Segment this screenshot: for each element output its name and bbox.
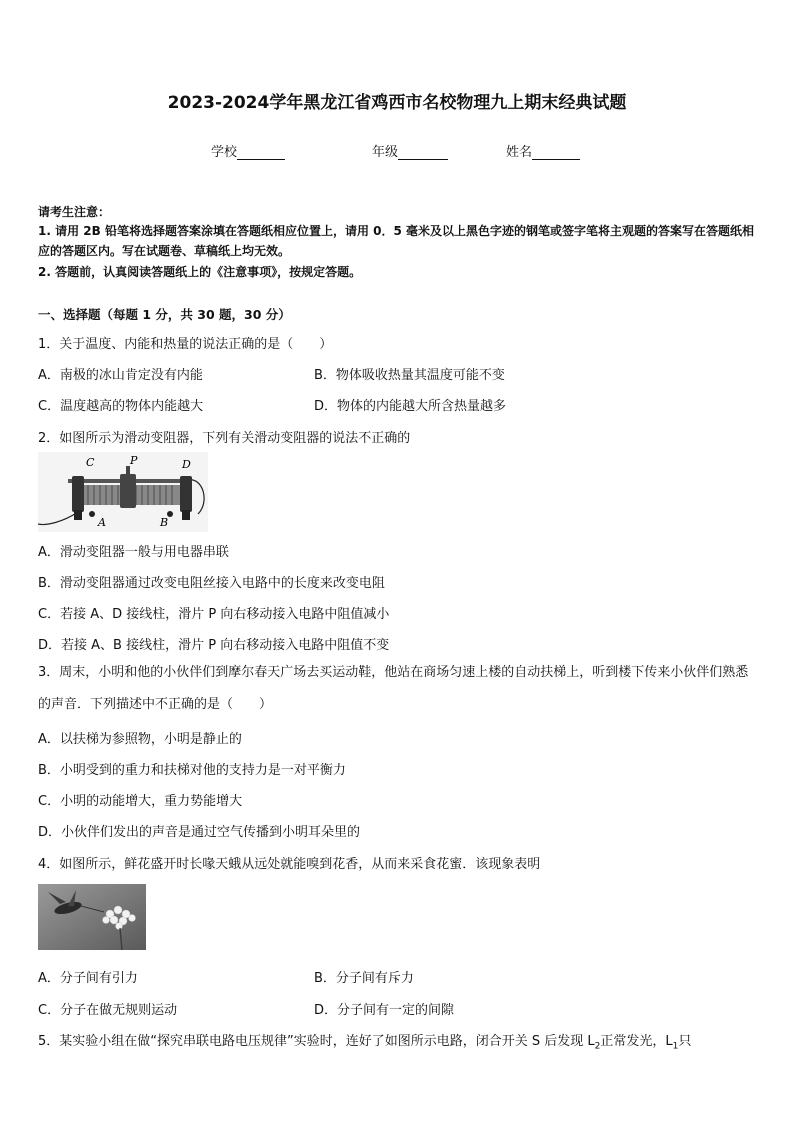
name-label: 姓名 [506, 145, 533, 160]
figure-label-b: B [160, 516, 169, 529]
question-5-sub-2: 2 [594, 1041, 601, 1052]
section-heading: 一、选择题（每题 1 分，共 30 题，30 分） [38, 307, 291, 322]
question-2-option-d[interactable]: D．若接 A、B 接线柱，滑片 P 向右移动接入电路中阻值不变 [38, 638, 390, 653]
question-2-option-c[interactable]: C．若接 A、D 接线柱，滑片 P 向右移动接入电路中阻值减小 [38, 607, 390, 622]
question-1-stem: 1．关于温度、内能和热量的说法正确的是（ ） [38, 337, 333, 352]
school-blank[interactable] [237, 146, 285, 160]
grade-label: 年级 [372, 145, 399, 160]
notice-heading: 请考生注意： [38, 205, 111, 219]
name-blank[interactable] [532, 146, 580, 160]
question-2-option-b[interactable]: B．滑动变阻器通过改变电阻丝接入电路中的长度来改变电阻 [38, 576, 385, 591]
hawkmoth-flower-photo [38, 884, 146, 950]
question-5-sub-1: 1 [672, 1041, 679, 1052]
question-4-option-a[interactable]: A．分子间有引力 [38, 971, 138, 986]
question-3-option-d[interactable]: D．小伙伴们发出的声音是通过空气传播到小明耳朵里的 [38, 825, 361, 840]
question-2-option-a[interactable]: A．滑动变阻器一般与用电器串联 [38, 545, 229, 560]
school-field [211, 141, 285, 160]
figure-label-c: C [86, 456, 95, 469]
figure-label-d: D [182, 458, 191, 471]
question-4-stem: 4．如图所示，鲜花盛开时长喙天蛾从远处就能嗅到花香，从而来采食花蜜．该现象表明 [38, 857, 541, 872]
question-5-stem [38, 1030, 691, 1052]
question-5-stem-part-c: 正常发光，L [600, 1034, 673, 1049]
name-field [506, 141, 580, 160]
question-5-stem-part-e: 只 [678, 1034, 692, 1049]
question-1-option-b[interactable]: B．物体吸收热量其温度可能不变 [314, 368, 505, 383]
notice-item-1: 1. 请用 2B 铅笔将选择题答案涂填在答题纸相应位置上，请用 0．5 毫米及以上黑色字迹的钢笔或签字笔将主观题的答案写在答题纸相应的答题区内。写在试题卷、草稿纸上均无效。 [38, 224, 754, 258]
question-4-option-c[interactable]: C．分子在做无规则运动 [38, 1003, 178, 1018]
question-3-stem: 3．周末，小明和他的小伙伴们到摩尔春天广场去买运动鞋，他站在商场匀速上楼的自动扶梯上，听到楼下传来小伙伴们熟悉的声音．下列描述中不正确的是（ ） [38, 665, 749, 712]
question-2-stem: 2．如图所示为滑动变阻器，下列有关滑动变阻器的说法不正确的 [38, 431, 411, 446]
notice-item-2: 2. 答题前，认真阅读答题纸上的《注意事项》，按规定答题。 [38, 265, 362, 279]
page-title: 2023-2024学年黑龙江省鸡西市名校物理九上期末经典试题 [167, 93, 627, 113]
question-3-option-a[interactable]: A．以扶梯为参照物，小明是静止的 [38, 732, 242, 747]
question-4-option-b[interactable]: B．分子间有斥力 [314, 971, 414, 986]
question-3-option-b[interactable]: B．小明受到的重力和扶梯对他的支持力是一对平衡力 [38, 763, 346, 778]
question-1-option-c[interactable]: C．温度越高的物体内能越大 [38, 399, 204, 414]
question-1-option-a[interactable]: A．南极的冰山肯定没有内能 [38, 368, 203, 383]
question-1-option-d[interactable]: D．物体的内能越大所含热量越多 [314, 399, 507, 414]
question-4-option-d[interactable]: D．分子间有一定的间隙 [314, 1003, 455, 1018]
grade-blank[interactable] [398, 146, 448, 160]
grade-field [372, 141, 448, 160]
question-3-option-c[interactable]: C．小明的动能增大，重力势能增大 [38, 794, 243, 809]
question-5-stem-part-a: 5．某实验小组在做“探究串联电路电压规律”实验时，连好了如图所示电路，闭合开关 S 后发现 L [38, 1034, 595, 1049]
figure-label-p: P [130, 454, 138, 467]
figure-label-a: A [98, 516, 106, 529]
school-label: 学校 [211, 145, 238, 160]
rheostat-figure [38, 452, 208, 532]
